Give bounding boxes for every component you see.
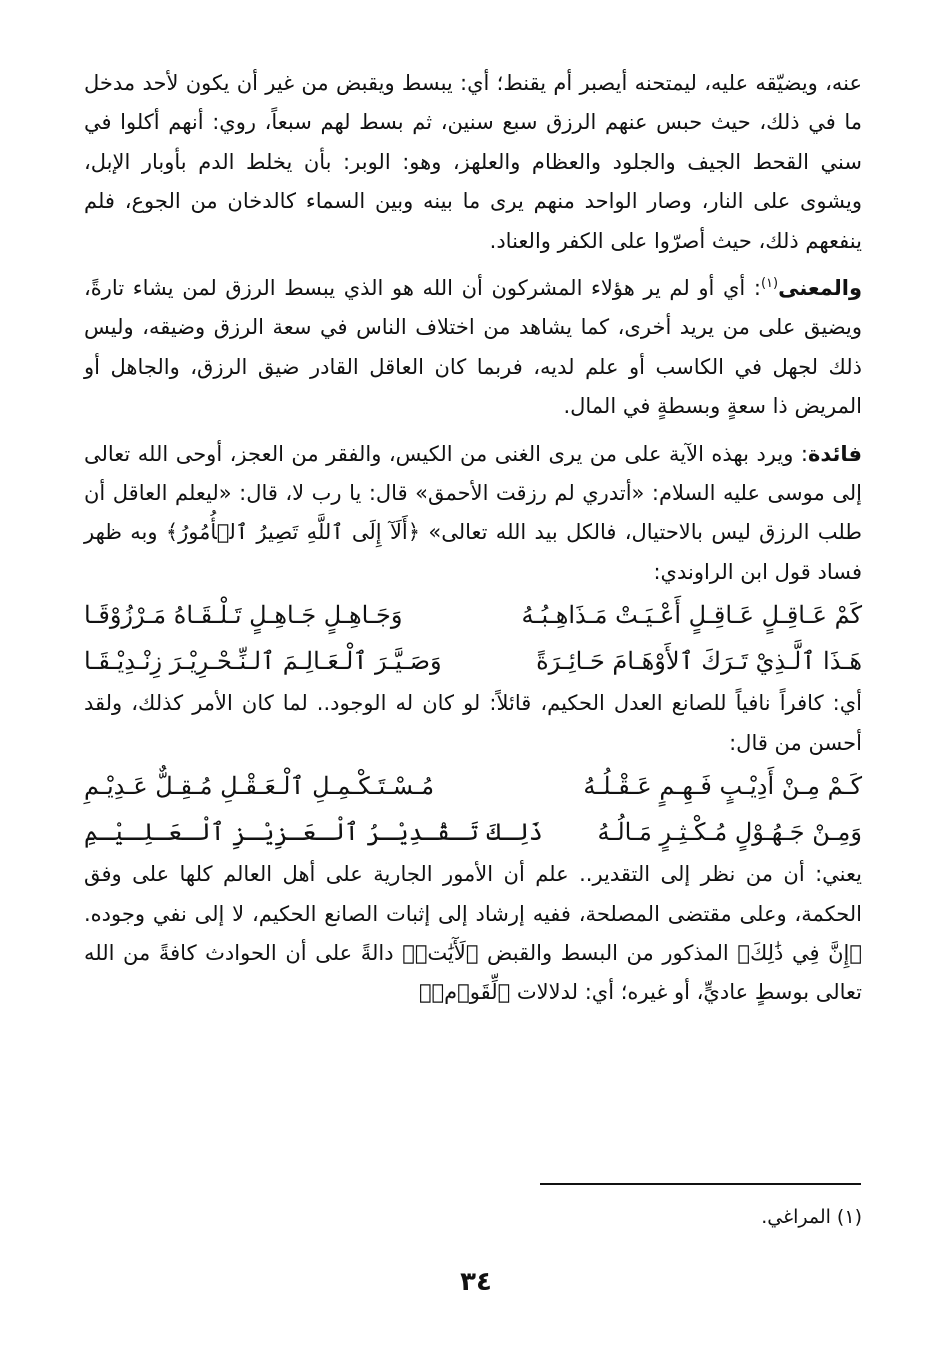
paragraph-3-text: : ويرد بهذه الآية على من يرى الغنى من الكيس، والفقر من العجز، أوحى الله تعالى إلى موسى عليه السلام: «أتدري لم رزقت الأحمق» قال: يا رب لا، قال: «ليعلم العاقل أن طلب الرزق ليس بالاحتيال، فالكل بيد الله تعالى» ﴿أَلَآ إِلَى ٱللَّهِ تَصِيرُ ٱلۡأُمُورُ﴾ وبه ظهر فساد قول ابن الراوندي:	[84, 441, 862, 584]
paragraph-2	[84, 269, 862, 427]
verse-line	[84, 592, 862, 638]
paragraph-5: يعني: أن من نظر إلى التقدير.. علم أن الأمور الجارية على أهل العالم كلها على وفق الحكمة، وعلى مقتضى المصلحة، ففيه إرشاد إلى إثبات الصانع الحكيم، لا إلى نفي وجوده. ﴿إِنَّ فِي ذَٰلِكَ﴾ المذكور من البسط والقبض ﴿لَأٓيَٰتٖ﴾ دالةً على أن الحوادث كافةً من الله تعالى بوسطٍ عاديٍّ، أو غيره؛ أي: لدلالات ﴿لِّقَوۡمٖ﴾	[84, 862, 862, 1005]
verse-right-hemistich: هَـذَا ٱلَّـذِيْ تَـرَكَ ٱلأَوْهَـامَ حَـائِـرَةً	[536, 647, 862, 676]
paragraph-2-text: : أي أو لم ير هؤلاء المشركون أن الله هو الذي يبسط الرزق لمن يشاء تارةً، ويضيق على من يريد أخرى، كما يشاهد من اختلاف الناس في سعة الرزق وضيقه، وليس ذلك لجهل في الكاسب أو علم لديه، فربما كان العاقل القادر ضيق الرزق، والجاهل أو المريض ذا سعةٍ وبسطةٍ في المال.	[84, 276, 862, 419]
footnote: (١) المراغي.	[761, 1206, 862, 1228]
paragraph-3	[84, 435, 862, 593]
paragraph-1: عنه، ويضيّقه عليه، ليمتحنه أيصبر أم يقنط؛ أي: يبسط ويقبض من غير أن يكون لأحد مدخل ما في ذلك، حيث حبس عنهم الرزق سبع سنين، ثم بسط لهم سبعاً، روي: أنهم أكلوا في سني القحط الجيف والجلود والعظام والعلهز، وهو: الوبر: بأن يخلط الدم بأوبار الإبل، ويشوى على النار، وصار الواحد منهم يرى ما بينه وبين السماء كالدخان من الجوع، فلم ينفعهم ذلك، حيث أصرّوا على الكفر والعناد.	[84, 71, 862, 253]
verse-line	[84, 638, 862, 684]
verse-line	[84, 809, 862, 855]
page-number: ٣٤	[460, 1267, 492, 1297]
verse-left-hemistich: وَجَـاهِـلٍ جَـاهِـلٍ تَـلْـقَـاهُ مَـرْزُوْقَـا	[84, 601, 403, 630]
footnote-ref: (١)	[760, 276, 779, 292]
paragraph-3-label: فائدة	[807, 441, 862, 466]
verse-left-hemistich: وَصَـيَّـرَ ٱلْـعَـالِـمَ ٱلـنِّـحْـرِيْـرَ زِنْـدِيْـقَـا	[84, 647, 442, 676]
paragraph-4: أي: كافراً نافياً للصانع العدل الحكيم، قائلاً: لو كان له الوجود.. لما كان الأمر كذلك، ولقد أحسن من قال:	[84, 691, 862, 755]
paragraph-2-label: والمعنى	[778, 276, 862, 301]
verse-right-hemistich: كَمْ عَـاقِـلٍ عَـاقِـلٍ أَعْـيَـتْ مَـذَاهِـبُـهُ	[521, 601, 862, 630]
verse-left-hemistich: مُـسْـتَـكْـمِـلِ ٱلْـعَـقْـلِ مُـقِـلٌّ عَـدِيْـمِ	[84, 772, 435, 801]
footnote-divider	[540, 1183, 861, 1185]
verse-right-hemistich: كَـمْ مِـنْ أَدِيْـبٍ فَـهِـمٍ عَـقْـلُـهُ	[583, 772, 862, 801]
page-body	[84, 64, 862, 1013]
verse-left-hemistich: ذَلِـكَ تَـقْـدِيْـرُ ٱلْـعَـزِيْـزِ ٱلْـعَـلِـيْـمِ	[84, 818, 543, 847]
verse-right-hemistich: وَمِـنْ جَـهُـوْلٍ مُـكْـثِـرٍ مَـالُـهُ	[597, 818, 862, 847]
verse-line	[84, 763, 862, 809]
